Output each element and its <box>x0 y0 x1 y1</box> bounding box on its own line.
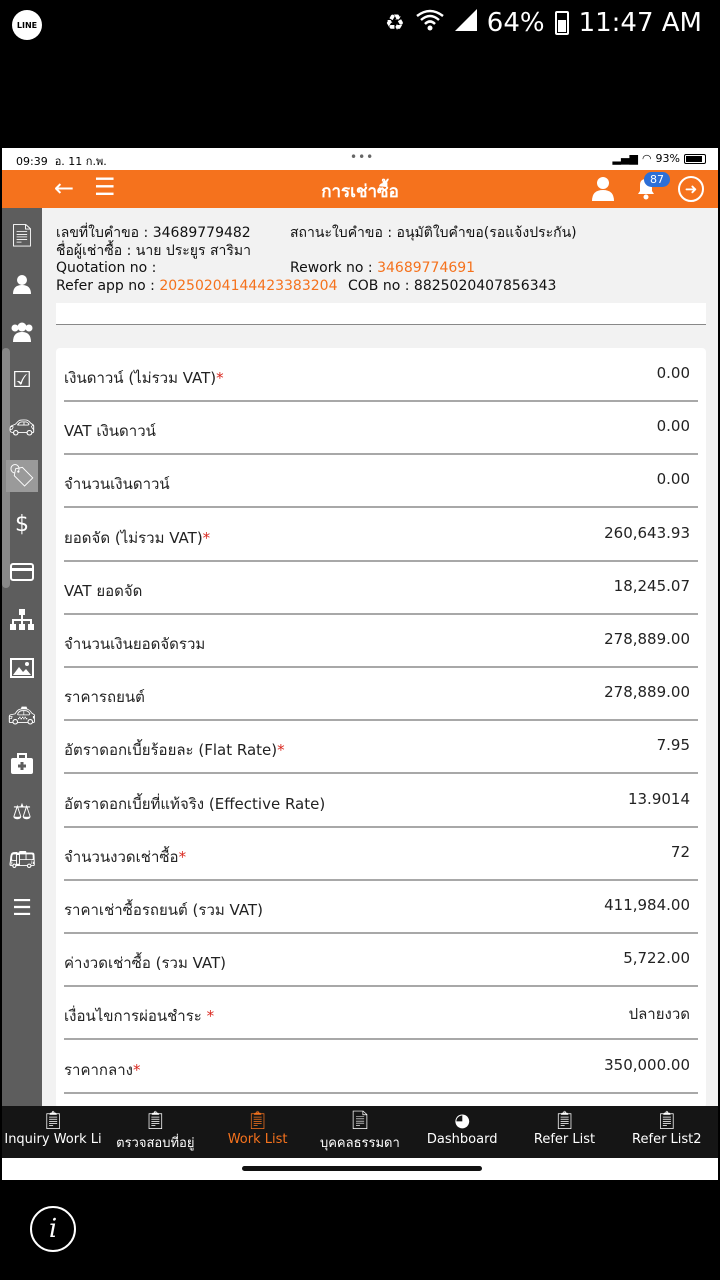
required-mark: * <box>277 741 285 760</box>
battery-icon <box>555 11 569 35</box>
nav-item-label: บุคคลธรรมดา <box>319 1136 400 1151</box>
phone-status-right <box>385 8 702 38</box>
field-label <box>64 579 142 603</box>
required-mark: * <box>178 847 187 866</box>
tablet-wifi-icon: ◠ <box>641 152 652 165</box>
form-field[interactable] <box>64 933 698 987</box>
customer-label: ชื่อผู้เช่าซื้อ : <box>56 243 132 259</box>
hamburger-menu-icon[interactable]: ☰ <box>94 173 116 201</box>
sitemap-icon[interactable] <box>6 604 38 636</box>
nav-item-label: Refer List <box>533 1132 596 1147</box>
main-content <box>42 208 718 1106</box>
field-label <box>64 1058 140 1082</box>
field-value[interactable]: 0.00 <box>656 364 690 382</box>
field-label <box>64 1004 214 1028</box>
refer-label: Refer app no : <box>56 278 155 294</box>
pie-chart-icon: ◕ <box>454 1110 471 1131</box>
refer-row <box>56 278 337 294</box>
form-field[interactable] <box>64 667 698 721</box>
field-value[interactable]: 7.95 <box>656 736 690 755</box>
app-header <box>2 170 718 208</box>
nav-item-label: Dashboard <box>426 1132 498 1147</box>
clipboard-icon: 📋︎ <box>41 1110 65 1131</box>
rework-label: Rework no : <box>290 260 373 276</box>
required-mark: * <box>216 369 224 387</box>
field-label-text: เงื่อนไขการผ่อนชำระ <box>64 1007 207 1026</box>
form-field[interactable] <box>64 1040 698 1094</box>
list-icon[interactable]: ☰ <box>12 895 32 921</box>
home-indicator <box>242 1166 482 1171</box>
nav-item-label: Refer List2 <box>632 1132 702 1147</box>
field-value[interactable]: 72 <box>670 842 690 861</box>
quotation-row <box>56 260 156 276</box>
rework-row <box>290 260 475 276</box>
field-value[interactable]: 278,889.00 <box>604 683 690 702</box>
form-field[interactable] <box>64 614 698 668</box>
app-no-value: 34689779482 <box>152 225 251 241</box>
cob-row <box>348 278 556 294</box>
field-label-text: ราคารถยนต์ <box>64 688 145 707</box>
loan-details-card <box>56 348 706 1108</box>
nav-item-label: Inquiry Work Li <box>4 1132 102 1147</box>
field-label <box>64 898 263 922</box>
person-icon[interactable] <box>6 268 38 300</box>
refer-value[interactable]: 20250204144423383204 <box>159 278 338 294</box>
form-field[interactable] <box>64 774 698 828</box>
taxi-icon[interactable]: 🚕︎ <box>8 703 36 729</box>
required-mark: * <box>206 1007 215 1026</box>
required-mark: * <box>202 528 211 547</box>
quotation-label: Quotation no : <box>56 260 157 276</box>
field-label <box>64 526 210 550</box>
image-icon[interactable] <box>6 652 38 684</box>
tablet-dots: ••• <box>350 150 375 164</box>
field-label-text: อัตราดอกเบี้ยร้อยละ (Flat Rate) <box>64 741 278 760</box>
checkbox-icon[interactable]: ☑ <box>12 367 32 393</box>
tablet-screen <box>2 148 718 1180</box>
form-field[interactable] <box>64 827 698 881</box>
field-value[interactable]: 260,643.93 <box>604 523 690 542</box>
field-label <box>64 738 285 762</box>
form-field[interactable] <box>64 401 698 455</box>
tablet-datetime <box>16 152 107 170</box>
signal-icon <box>455 9 477 37</box>
nav-item-label: Work List <box>227 1132 288 1147</box>
field-value[interactable]: 278,889.00 <box>604 630 690 648</box>
logout-icon[interactable]: ➜ <box>678 176 704 202</box>
field-label-text: ราคากลาง <box>64 1060 133 1079</box>
tags-icon[interactable]: 🏷︎ <box>6 460 38 492</box>
car-icon[interactable]: 🚗︎ <box>8 415 36 441</box>
field-label-text: จำนวนงวดเช่าซื้อ <box>64 847 179 866</box>
nav-item-inquiry-work-li[interactable] <box>2 1110 104 1147</box>
application-info <box>42 208 718 300</box>
field-value[interactable]: 350,000.00 <box>604 1055 690 1074</box>
field-label <box>64 951 226 975</box>
wifi-icon <box>415 8 445 38</box>
sidebar <box>2 208 42 1106</box>
field-value[interactable]: 0.00 <box>656 470 690 489</box>
field-label-text: ยอดจัด (ไม่รวม VAT) <box>64 528 203 547</box>
status-value: อนุมัติใบคำขอ(รอแจ้งประกัน) <box>396 225 577 241</box>
bus-icon[interactable]: 🚌︎ <box>8 847 36 873</box>
phone-status-bar <box>0 0 720 52</box>
form-field[interactable] <box>64 454 698 508</box>
required-mark: * <box>132 1060 141 1079</box>
field-value[interactable]: 0.00 <box>656 417 690 436</box>
form-field[interactable] <box>64 348 698 402</box>
field-label-text: อัตราดอกเบี้ยที่แท้จริง (Effective Rate) <box>64 794 326 813</box>
user-profile-icon[interactable] <box>590 175 616 201</box>
field-label-text: จำนวนเงินดาวน์ <box>64 475 170 494</box>
clipboard-icon: 📋︎ <box>246 1110 270 1131</box>
form-field[interactable] <box>64 880 698 934</box>
dollar-icon[interactable]: $ <box>15 511 29 537</box>
field-label <box>64 419 156 443</box>
nav-item-work-list[interactable] <box>207 1110 309 1147</box>
info-icon[interactable]: i <box>30 1206 76 1252</box>
field-label <box>64 632 205 656</box>
field-label <box>64 366 224 390</box>
previous-panel-edge <box>56 303 706 325</box>
nav-item-dashboard[interactable] <box>411 1110 513 1147</box>
nav-item-label: ตรวจสอบที่อยู่ <box>116 1136 195 1151</box>
form-field[interactable] <box>64 720 698 774</box>
field-label-text: VAT เงินดาวน์ <box>64 422 156 441</box>
bottom-nav <box>2 1106 718 1158</box>
clipboard-icon: 📋︎ <box>655 1110 679 1131</box>
medical-kit-icon[interactable] <box>6 748 38 780</box>
phone-time: 11:47 AM <box>578 8 702 38</box>
group-icon[interactable] <box>6 316 38 348</box>
cob-label: COB no : <box>348 278 410 294</box>
nav-item-[interactable] <box>309 1110 411 1153</box>
clipboard-icon: 📋︎ <box>553 1110 576 1131</box>
tablet-date: อ. 11 ก.พ. <box>54 155 107 168</box>
field-value[interactable]: 5,722.00 <box>623 949 690 968</box>
field-value[interactable]: 13.9014 <box>627 789 690 808</box>
customer-value: นาย ประยูร สาริมา <box>135 243 251 259</box>
field-label <box>64 845 186 869</box>
field-value[interactable]: ปลายงวด <box>628 1005 690 1024</box>
notification-badge: 87 <box>644 172 670 187</box>
status-label: สถานะใบคำขอ : <box>290 225 393 241</box>
field-label-text: จำนวนเงินยอดจัดรวม <box>64 635 206 653</box>
form-field[interactable] <box>64 508 698 562</box>
tablet-status-bar <box>2 148 718 170</box>
tablet-signal-icon: ▂▄▆ <box>612 152 638 165</box>
field-label <box>64 685 145 709</box>
rework-value[interactable]: 34689774691 <box>377 260 476 276</box>
line-app-icon: LINE <box>12 10 42 40</box>
field-label <box>64 792 325 816</box>
credit-card-icon[interactable] <box>6 556 38 588</box>
field-value[interactable]: 18,245.07 <box>613 576 690 595</box>
tablet-status-right <box>613 152 706 165</box>
recycle-icon: ♻ <box>385 10 405 36</box>
form-field[interactable] <box>64 986 698 1040</box>
balance-scale-icon[interactable]: ⚖ <box>12 799 32 825</box>
back-arrow-icon[interactable]: ← <box>54 174 75 202</box>
tablet-time: 09:39 <box>16 155 48 168</box>
document-icon[interactable]: 📄︎ <box>8 223 36 249</box>
nav-item-refer-list[interactable] <box>514 1110 616 1147</box>
document-icon: 📄︎ <box>348 1110 372 1131</box>
page-title: การเช่าซื้อ <box>321 182 399 202</box>
clipboard-icon: 📋︎ <box>143 1110 167 1131</box>
field-label-text: ค่างวดเช่าซื้อ (รวม VAT) <box>64 954 227 973</box>
nav-item-[interactable] <box>104 1110 206 1153</box>
nav-item-refer-list2[interactable] <box>616 1110 718 1147</box>
tablet-battery-percent: 93% <box>655 152 680 165</box>
tablet-battery-icon <box>684 154 706 164</box>
field-value[interactable]: 411,984.00 <box>604 896 690 914</box>
field-label <box>64 472 170 496</box>
customer-row <box>56 240 251 262</box>
field-label-text: VAT ยอดจัด <box>64 581 143 600</box>
form-field[interactable] <box>64 561 698 615</box>
cob-value: 8825020407856343 <box>413 278 557 294</box>
field-label-text: เงินดาวน์ (ไม่รวม VAT) <box>64 369 217 387</box>
app-no-label: เลขที่ใบคำขอ : <box>56 225 149 241</box>
status-row <box>290 222 577 244</box>
field-label-text: ราคาเช่าซื้อรถยนต์ (รวม VAT) <box>64 901 263 919</box>
phone-battery-percent: 64% <box>486 8 545 38</box>
